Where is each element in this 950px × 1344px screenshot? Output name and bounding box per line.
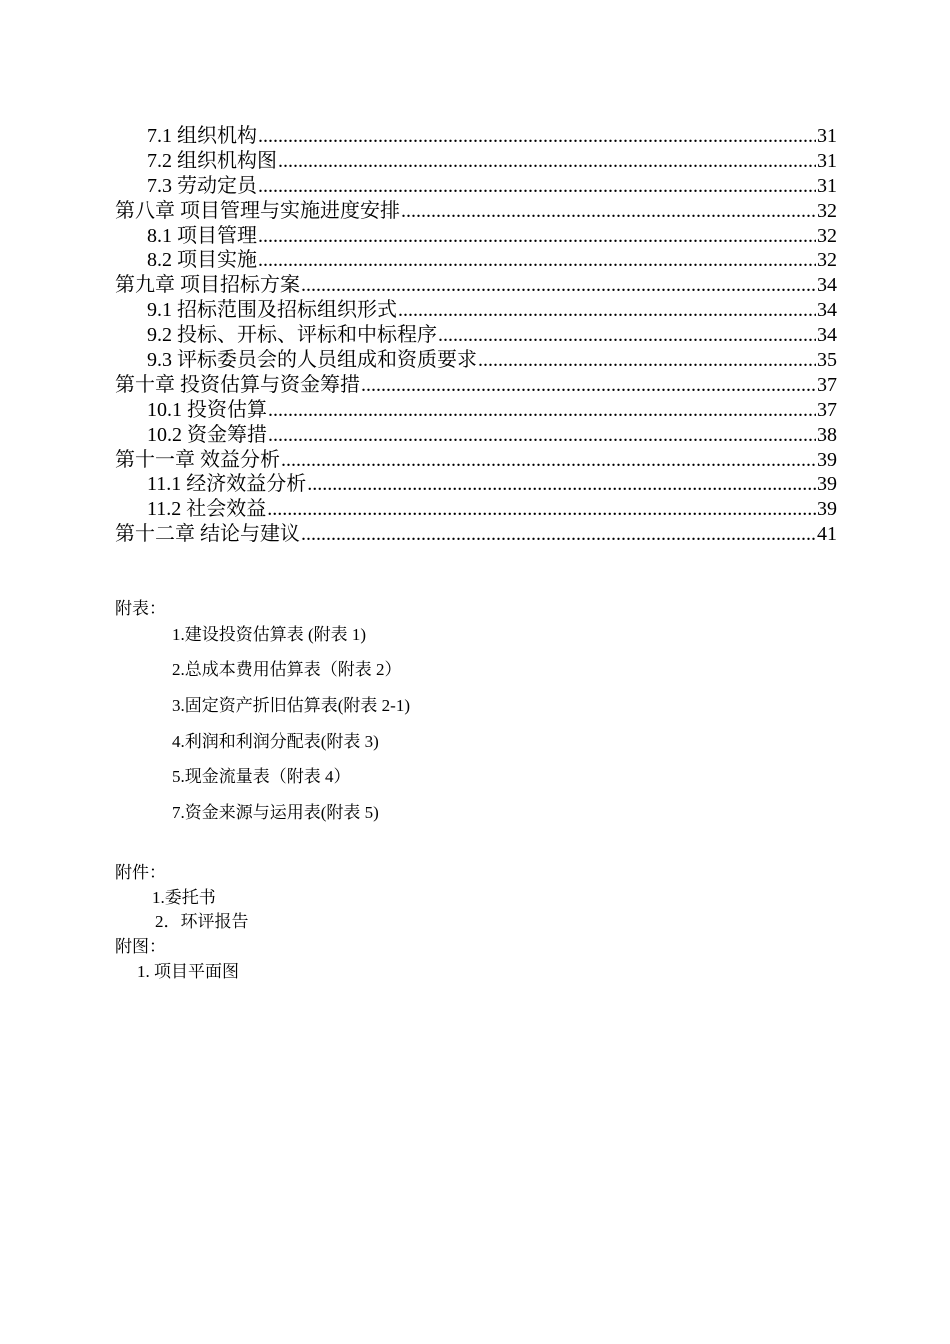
appendix-table-item[interactable]: 4.利润和利润分配表(附表 3) <box>172 732 379 751</box>
toc-entry[interactable] <box>115 398 837 423</box>
toc-leader <box>258 248 816 273</box>
toc-leader <box>267 497 816 522</box>
toc-entry-page: 37 <box>817 398 837 421</box>
toc-entry-title: 9.3 评标委员会的人员组成和资质要求 <box>147 349 477 372</box>
toc-leader <box>398 298 816 323</box>
toc-entry-title: 7.3 劳动定员 <box>147 174 257 197</box>
toc-entry[interactable] <box>115 423 837 448</box>
toc-leader <box>438 323 816 348</box>
toc-entry-title: 11.2 社会效益 <box>147 498 267 521</box>
toc-leader <box>278 149 816 174</box>
toc-entry-title: 10.1 投资估算 <box>147 398 267 421</box>
toc-entry-title: 10.2 资金筹措 <box>147 423 267 446</box>
toc-entry-title: 9.1 招标范围及招标组织形式 <box>147 299 397 322</box>
toc-leader <box>268 423 816 448</box>
appendix-tables-label: 附表： <box>115 599 166 618</box>
toc-chapter-entry[interactable] <box>115 522 837 547</box>
toc-entry-page: 39 <box>817 473 837 496</box>
table-of-contents <box>115 124 837 547</box>
toc-entry-title: 第十一章 效益分析 <box>115 448 280 471</box>
toc-leader <box>301 522 816 547</box>
toc-chapter-entry[interactable] <box>115 273 837 298</box>
appendix-table-item[interactable]: 2.总成本费用估算表（附表 2） <box>172 660 402 679</box>
toc-entry-page: 37 <box>817 373 837 396</box>
toc-entry-page: 31 <box>817 125 837 147</box>
toc-chapter-entry[interactable] <box>115 199 837 224</box>
attachments-label: 附件： <box>115 863 166 882</box>
toc-leader <box>401 199 816 224</box>
toc-chapter-entry[interactable] <box>115 373 837 398</box>
toc-entry-title: 11.1 经济效益分析 <box>147 473 307 496</box>
toc-entry-page: 34 <box>817 324 837 347</box>
attachment-item[interactable]: 2．环评报告 <box>155 912 249 931</box>
toc-entry-page: 32 <box>817 249 837 272</box>
toc-leader <box>361 373 816 398</box>
toc-entry-title: 第十二章 结论与建议 <box>115 523 300 546</box>
toc-entry-page: 39 <box>817 498 837 521</box>
toc-entry-title: 第九章 项目招标方案 <box>115 274 300 297</box>
toc-entry-page: 32 <box>817 224 837 247</box>
toc-entry-page: 38 <box>817 423 837 446</box>
appendix-table-item[interactable]: 7.资金来源与运用表(附表 5) <box>172 803 379 822</box>
appendix-table-item[interactable]: 5.现金流量表（附表 4） <box>172 767 351 786</box>
toc-entry-page: 39 <box>817 448 837 471</box>
toc-leader <box>307 472 816 497</box>
toc-entry-page: 34 <box>817 299 837 322</box>
toc-entry-page: 34 <box>817 274 837 297</box>
appendix-table-item[interactable]: 1.建设投资估算表 (附表 1) <box>172 625 367 644</box>
toc-entry-title: 7.1 组织机构 <box>147 125 257 147</box>
figures-label: 附图： <box>115 937 166 956</box>
attachment-item[interactable]: 1.委托书 <box>152 888 216 907</box>
figure-item[interactable]: 1. 项目平面图 <box>137 962 239 981</box>
toc-entry-title: 第八章 项目管理与实施进度安排 <box>115 199 400 222</box>
toc-entry[interactable] <box>115 298 837 323</box>
toc-entry[interactable] <box>115 124 837 149</box>
toc-entry-page: 31 <box>817 174 837 197</box>
toc-entry[interactable] <box>115 224 837 249</box>
toc-entry[interactable] <box>115 174 837 199</box>
toc-entry-title: 第十章 投资估算与资金筹措 <box>115 373 360 396</box>
toc-leader <box>281 448 816 473</box>
toc-entry-title: 9.2 投标、开标、评标和中标程序 <box>147 324 437 347</box>
toc-entry-page: 31 <box>817 149 837 172</box>
appendix-table-item[interactable]: 3.固定资产折旧估算表(附表 2-1) <box>172 696 410 715</box>
toc-leader <box>258 224 816 249</box>
toc-leader <box>268 398 816 423</box>
toc-leader <box>478 348 816 373</box>
toc-entry-title: 8.2 项目实施 <box>147 249 257 272</box>
toc-entry[interactable] <box>115 472 837 497</box>
toc-entry-page: 41 <box>817 523 837 546</box>
toc-entry-title: 7.2 组织机构图 <box>147 149 277 172</box>
toc-chapter-entry[interactable] <box>115 448 837 473</box>
toc-entry[interactable] <box>115 348 837 373</box>
toc-entry[interactable] <box>115 149 837 174</box>
toc-entry-title: 8.1 项目管理 <box>147 224 257 247</box>
toc-leader <box>301 273 816 298</box>
toc-entry[interactable] <box>115 248 837 273</box>
toc-entry-page: 35 <box>817 349 837 372</box>
toc-entry[interactable] <box>115 323 837 348</box>
toc-leader <box>258 174 816 199</box>
toc-entry[interactable] <box>115 497 837 522</box>
toc-leader <box>258 124 816 149</box>
toc-entry-page: 32 <box>817 199 837 222</box>
